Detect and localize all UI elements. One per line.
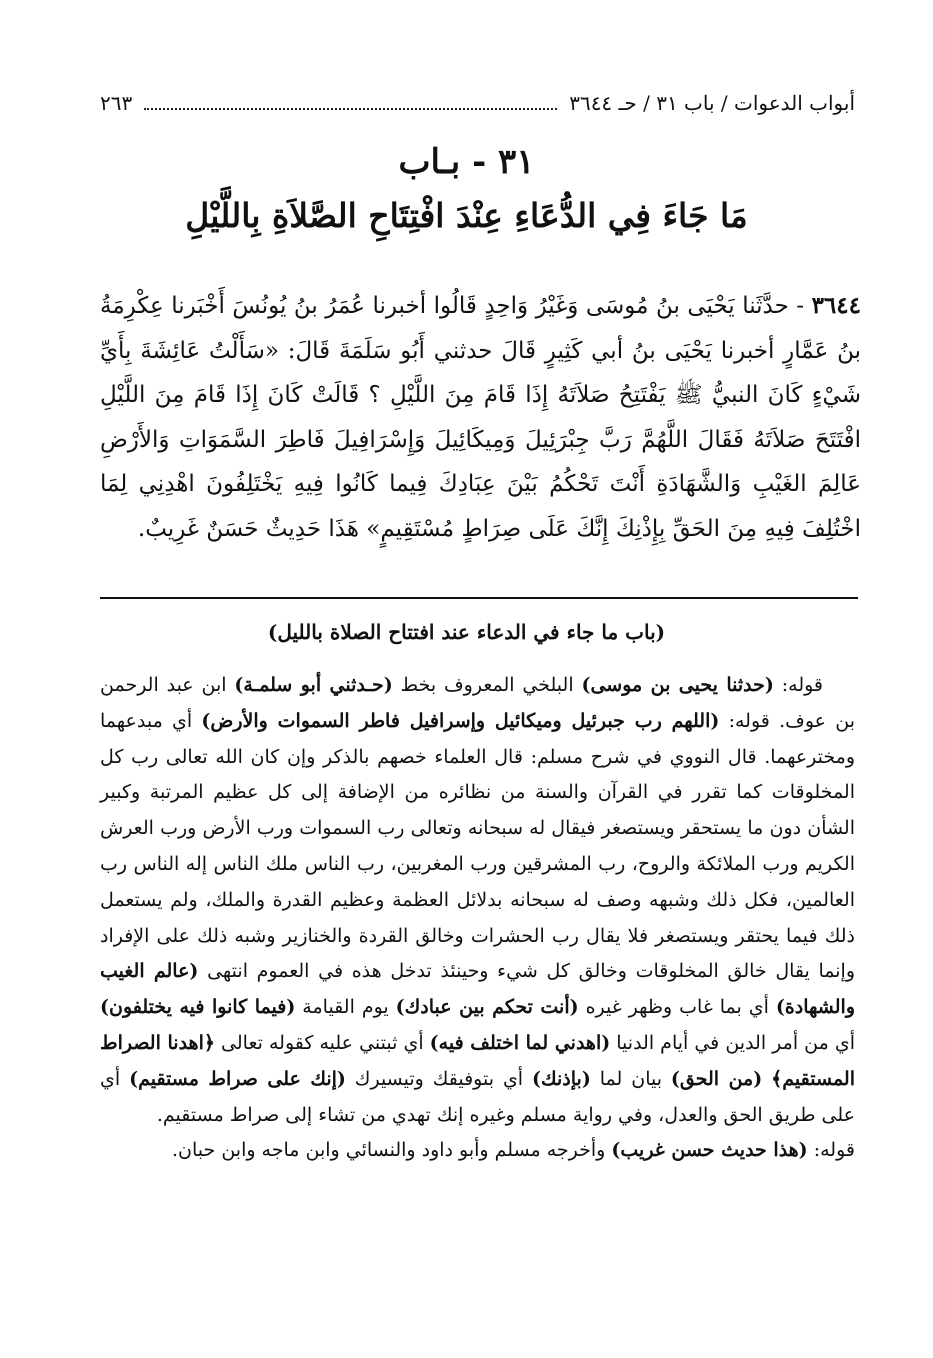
- commentary-quote: (فيما كانوا فيه يختلفون): [100, 996, 296, 1019]
- commentary-quote: (عالم الغيب والشهادة): [100, 960, 855, 1019]
- commentary-quote: ﴿اهدنا الصراط المستقيم﴾: [100, 1031, 855, 1090]
- commentary-quote: (إنك على صراط مستقيم): [129, 1067, 346, 1090]
- running-header: [100, 86, 855, 120]
- commentary-text: أي على طريق الحق والعدل، وفي رواية مسلم وغيره إنك تهدي من تشاء إلى صراط مستقيم.: [100, 1067, 855, 1126]
- commentary-text: أي مبدعهما ومخترعهما. قال النووي في شرح مسلم: قال العلماء خصهم بالذكر وإن كان الله تعالى رب كل المخلوقات كما تقرر في القرآن والسنة من نظائره من الإضافة إلى كل عظيم المرتبة وكبير الشأن دون ما يستحقر ويستصغر فيقال له سبحانه وتعالى رب السموات ورب الأرض ورب العرش الكريم ورب الملائكة والروح، رب المشرقين ورب المغربين، رب الناس ملك الناس إله الناس رب العالمين، فكل ذلك وشبهه وصف له سبحانه بدلائل العظمة وعظيم القدرة والملك، ولم يستعمل ذلك فيما يحتقر ويستصغر فلا يقال رب الحشرات وخالق القردة والخنازير وشبه ذلك على الإفراد وإنما يقال خالق المخلوقات وخالق كل شيء وحينئذ تدخل هذه في العموم انتهى: [100, 709, 855, 983]
- commentary-text: بيان لما: [590, 1067, 671, 1090]
- hadith-text: [100, 284, 861, 551]
- commentary-paragraph: [100, 668, 855, 1133]
- section-divider: [100, 597, 858, 599]
- commentary-title: (باب ما جاء في الدعاء عند افتتاح الصلاة بالليل): [267, 620, 666, 644]
- commentary-text: أي من أمر الدين في أيام الدنيا: [610, 1031, 856, 1054]
- commentary-quote: (اللهم رب جبرئيل وميكائيل وإسرافيل فاطر السموات والأرض): [201, 709, 720, 732]
- commentary-paragraph: [100, 1133, 855, 1169]
- commentary-body: [100, 668, 855, 1169]
- commentary-quote: (حدثنا يحيى بن موسى): [581, 674, 774, 696]
- commentary-text: أي ثبتني عليه كقوله تعالى: [215, 1031, 430, 1054]
- commentary-quote: (أنت تحكم بين عبادك): [395, 996, 579, 1019]
- commentary-text: أي بما غاب وظهر غيره: [578, 996, 776, 1019]
- page-number: ٢٦٣: [100, 91, 133, 115]
- running-title: أبواب الدعوات / باب ٣١ / حـ ٣٦٤٤: [569, 91, 855, 115]
- dotted-leader: [144, 96, 557, 110]
- commentary-text: [762, 1068, 771, 1090]
- commentary-text: أي بتوفيقك وتيسيرك: [345, 1067, 533, 1090]
- commentary-quote: (هذا حديث حسن غريب): [611, 1139, 808, 1162]
- commentary-quote: (حـدثني أبو سلمـة): [234, 674, 393, 696]
- commentary-text: يوم القيامة: [295, 996, 396, 1019]
- commentary-text: ابن عبد الرحمن بن عوف. قوله:: [100, 674, 855, 732]
- hadith-number: ٣٦٤٤: [811, 292, 861, 319]
- commentary-text: البلخي المعروف بخط: [392, 674, 582, 696]
- hadith-body: - حدَّثَنا يَحْيَى بنُ مُوسَى وَغَيْرُ وَاحِدٍ قَالُوا أخبرنا عُمَرُ بنُ يُونُسَ أَخْبَرنا عِكْرِمَةُ بنُ عَمَّارٍ أخبرنا يَحْيَى بنُ أبي كَثِيرٍ قَالَ حدثني أَبُو سَلَمَةَ قَالَ: «سَأَلْتُ عَائِشَةَ بِأَيِّ شَيْءٍ كَانَ النبيُّ ﷺ يَفْتَتِحُ صَلاَتَهُ إِذَا قَامَ مِنَ اللَّيْلِ ؟ قَالَتْ كَانَ إِذَا قَامَ مِنَ اللَّيْلِ افْتَتَحَ صَلاَتَهُ فَقَالَ اللَّهُمَّ رَبَّ جِبْرَئِيلَ وَمِيكَائِيلَ وَإِسْرَافِيلَ فَاطِرَ السَّمَوَاتِ وَالأَرْضِ عَالِمَ الغَيْبِ وَالشَّهَادَةِ أَنْتَ تَحْكُمُ بَيْنَ عِبَادِكَ فِيما كَانُوا فِيهِ يَخْتَلِفُونَ اهْدِنِي لِمَا اخْتُلِفَ فِيهِ مِنَ الحَقِّ بِإِذْنِكَ إِنَّكَ عَلَى صِرَاطٍ مُسْتَقِيمٍ» هَذَا حَدِيثٌ حَسَنٌ غَرِيبٌ.: [100, 293, 861, 542]
- commentary-quote: (من الحق): [670, 1067, 763, 1090]
- commentary-text: وأخرجه مسلم وأبو داود والنسائي وابن ماجه وابن حبان.: [172, 1139, 612, 1162]
- commentary-quote: (بإذنك): [532, 1067, 591, 1090]
- commentary-quote: (اهدني لما اختلف فيه): [429, 1031, 611, 1054]
- commentary-text: قوله:: [773, 674, 824, 696]
- chapter-title: مَا جَاءَ فِي الدُّعَاءِ عِنْدَ افْتِتَاحِ الصَّلاَةِ بِاللَّيْلِ: [185, 196, 748, 235]
- chapter-number: ٣١ - بـاب: [398, 142, 535, 182]
- commentary-text: قوله:: [807, 1139, 855, 1162]
